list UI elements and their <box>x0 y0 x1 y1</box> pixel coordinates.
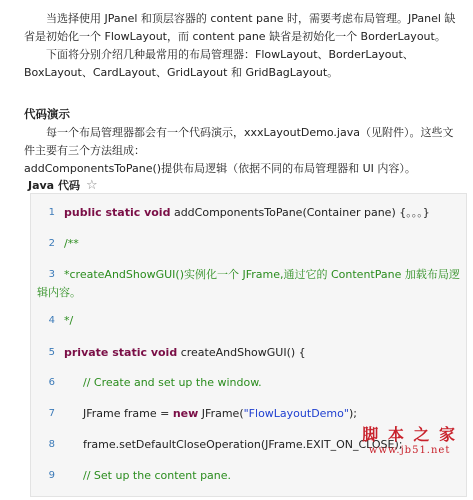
line-number: 7 <box>48 408 55 419</box>
paragraph-method-description: addComponentsToPane()提供布局逻辑（依据不同的布局管理器和 UI 内容）。 <box>24 162 416 175</box>
code-plain: ); <box>348 407 357 420</box>
code-keyword: new <box>172 407 199 420</box>
watermark-title: 脚 本 之 家 <box>362 425 457 444</box>
code-comment: // Create and set up the window. <box>83 376 262 389</box>
code-plain: frame.setDefaultCloseOperation(JFrame.EXIT_ON_CLOSE); <box>83 438 403 451</box>
line-number: 8 <box>48 439 55 450</box>
line-number: 5 <box>48 347 55 358</box>
code-comment: /** <box>64 237 79 250</box>
code-plain: JFrame( <box>198 407 244 420</box>
code-text <box>64 344 306 362</box>
code-comment: // Set up the content pane. <box>83 469 232 482</box>
line-number: 9 <box>48 470 55 481</box>
code-text <box>83 405 357 423</box>
code-comment: *createAndShowGUI()实例化一个 JFrame,通过它的 ContentPane 加载布局逻辑内容。 <box>37 268 460 299</box>
code-string: "FlowLayoutDemo" <box>243 407 349 420</box>
star-icon[interactable]: ☆ <box>85 177 98 193</box>
code-plain: addComponentsToPane(Container pane) {。。。} <box>170 206 430 219</box>
code-language-label: Java 代码 <box>28 179 80 192</box>
watermark-url: www.jb51.net <box>368 445 451 456</box>
section-heading: 代码演示 <box>24 107 70 121</box>
line-number: 4 <box>48 315 55 326</box>
code-plain: createAndShowGUI() { <box>177 346 306 359</box>
code-block-header <box>28 177 98 193</box>
line-number: 3 <box>48 269 55 280</box>
code-comment: */ <box>64 314 74 327</box>
code-plain: JFrame frame = <box>83 407 173 420</box>
line-number: 2 <box>48 238 55 249</box>
site-watermark <box>362 422 457 456</box>
paragraph-layout-intro: 当选择使用 JPanel 和顶层容器的 content pane 时，需要考虑布局管理。JPanel 缺省是初始化一个 FlowLayout，而 content pane 缺省是初始化一个 BorderLayout。 <box>24 12 456 43</box>
code-keyword: private static void <box>64 346 178 359</box>
paragraph-layout-list: 下面将分别介绍几种最常用的布局管理器：FlowLayout、BorderLayout、BoxLayout、CardLayout、GridLayout 和 GridBagLayout。 <box>24 48 414 79</box>
code-text <box>64 204 430 222</box>
line-number: 1 <box>48 207 55 218</box>
paragraph-demo-intro: 每一个布局管理器都会有一个代码演示，xxxLayoutDemo.java（见附件）。这些文件主要有三个方法组成： <box>24 126 454 157</box>
line-number: 6 <box>48 377 55 388</box>
code-keyword: public static void <box>64 206 171 219</box>
